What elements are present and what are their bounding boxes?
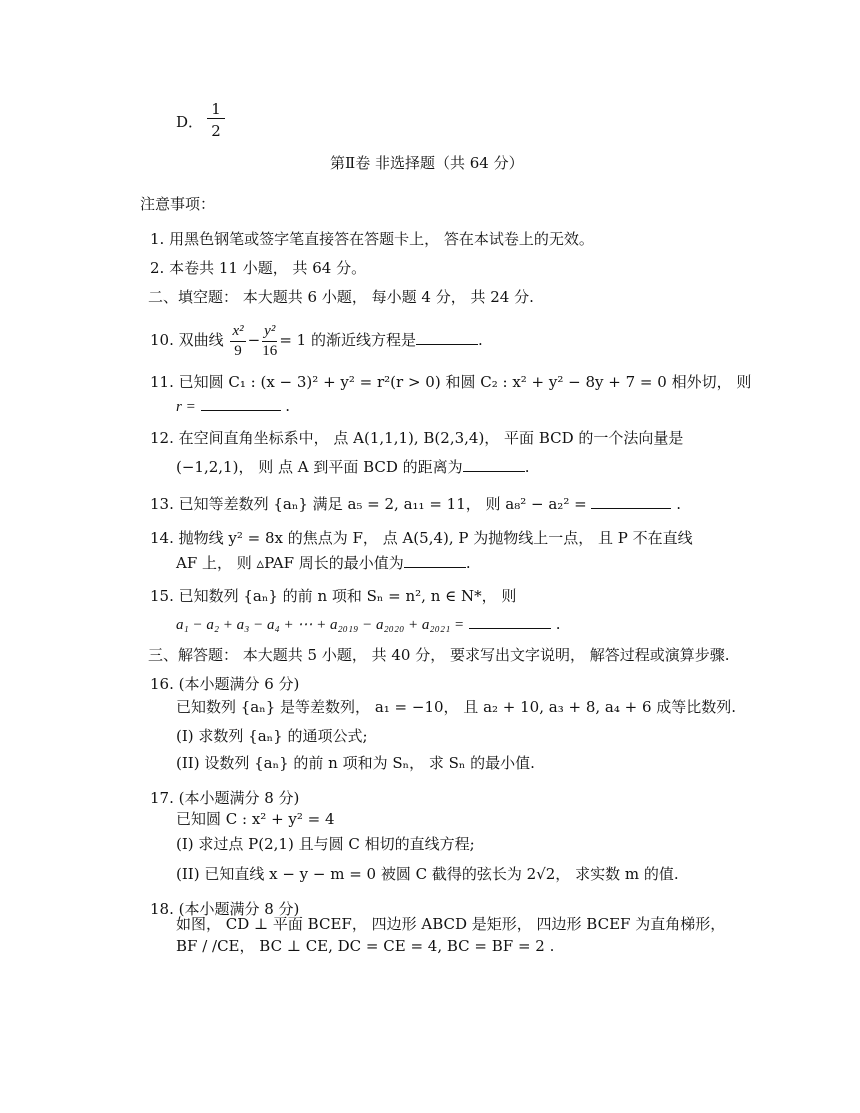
question-17-stem: 已知圆 C : x² + y² = 4 xyxy=(176,810,335,828)
question-11-line-1: 11. 已知圆 C₁ : (x − 3)² + y² = r²(r > 0) 和圆 C₂ : x² + y² − 8y + 7 = 0 相外切， 则 xyxy=(150,373,752,391)
section-title: 第Ⅱ卷 非选择题（共 64 分） xyxy=(330,154,524,172)
question-number: 10. xyxy=(150,331,174,349)
option-d-fraction xyxy=(207,100,225,140)
option-d-label: D． xyxy=(176,113,204,131)
question-16-part-1: (I) 求数列 {aₙ} 的通项公式; xyxy=(176,727,368,745)
answer-section-header: 三、解答题： 本大题共 5 小题， 共 40 分， 要求写出文字说明， 解答过程或演算步骤. xyxy=(148,646,730,664)
question-16-stem: 已知数列 {aₙ} 是等差数列， a₁ = −10， 且 a₂ + 10, a₃ + 8, a₄ + 6 成等比数列. xyxy=(176,698,737,716)
period: . xyxy=(285,397,291,415)
option-d xyxy=(176,112,203,132)
question-18-line-1: 如图， CD ⊥ 平面 BCEF， 四边形 ABCD 是矩形， 四边形 BCEF 为直角梯形， xyxy=(176,915,726,933)
option-d-numerator: 1 xyxy=(207,100,225,119)
note-2: 2. 本卷共 11 小题， 共 64 分。 xyxy=(150,259,367,277)
question-18-line-2: BF / /CE， BC ⊥ CE, DC = CE = 4, BC = BF = 2 . xyxy=(176,937,555,955)
fraction-numerator: y² xyxy=(262,324,277,342)
fraction-y2-16 xyxy=(262,324,277,359)
answer-blank[interactable] xyxy=(463,457,525,472)
period: . xyxy=(676,495,682,513)
answer-blank[interactable] xyxy=(591,494,671,509)
option-d-denominator: 2 xyxy=(211,122,221,140)
fraction-x2-9 xyxy=(230,324,245,359)
question-15-line-1: 15. 已知数列 {aₙ} 的前 n 项和 Sₙ = n², n ∈ N*， 则 xyxy=(150,587,517,605)
question-text: 双曲线 xyxy=(178,331,224,349)
minus-sign: − xyxy=(247,331,261,349)
question-text: AF 上， 则 ▵PAF 周长的最小值为 xyxy=(176,554,404,572)
question-14-line-1: 14. 抛物线 y² = 8x 的焦点为 F， 点 A(5,4), P 为抛物线上一点， 且 P 不在直线 xyxy=(150,529,693,547)
question-12-line-1: 12. 在空间直角坐标系中， 点 A(1,1,1), B(2,3,4)， 平面 BCD 的一个法向量是 xyxy=(150,429,684,447)
fraction-numerator: x² xyxy=(230,324,245,342)
question-text: (−1,2,1)， 则 点 A 到平面 BCD 的距离为 xyxy=(176,458,463,476)
answer-blank[interactable] xyxy=(416,330,478,345)
equals-one: = 1 xyxy=(279,331,307,349)
question-17-title: 17. (本小题满分 8 分) xyxy=(150,789,300,807)
question-17-part-2: (II) 已知直线 x − y − m = 0 被圆 C 截得的弦长为 2√2， 求实数 m 的值. xyxy=(176,865,679,883)
question-15-line-2 xyxy=(176,614,561,635)
answer-blank[interactable] xyxy=(201,396,281,411)
period: . xyxy=(478,331,483,349)
question-text: r = xyxy=(176,399,196,415)
question-11-line-2 xyxy=(176,396,290,417)
question-17-part-1: (I) 求过点 P(2,1) 且与圆 C 相切的直线方程; xyxy=(176,835,475,853)
question-12-line-2 xyxy=(176,457,529,477)
answer-blank[interactable] xyxy=(404,553,466,568)
question-16-part-2: (II) 设数列 {aₙ} 的前 n 项和为 Sₙ， 求 Sₙ 的最小值. xyxy=(176,754,535,772)
notes-heading: 注意事项： xyxy=(140,195,216,213)
question-text: a₁ − a₂ + a₃ − a₄ + ⋯ + a₂₀₁₉ − a₂₀₂₀ + a₂₀₂₁ = xyxy=(176,617,465,633)
question-16-title: 16. (本小题满分 6 分) xyxy=(150,675,300,693)
fraction-denominator: 16 xyxy=(262,342,278,359)
question-10 xyxy=(150,318,483,362)
note-1: 1. 用黑色钢笔或签字笔直接答在答题卡上， 答在本试卷上的无效。 xyxy=(150,230,594,248)
question-13 xyxy=(150,494,681,514)
answer-blank[interactable] xyxy=(469,614,551,629)
question-18-title: 18. (本小题满分 8 分) xyxy=(150,900,300,918)
question-14-line-2 xyxy=(176,553,471,573)
fraction-denominator: 9 xyxy=(234,342,242,359)
fill-in-section-header: 二、填空题： 本大题共 6 小题， 每小题 4 分， 共 24 分. xyxy=(148,288,534,306)
question-text: 的渐近线方程是 xyxy=(311,331,417,349)
period: . xyxy=(524,458,530,476)
question-text: 13. 已知等差数列 {aₙ} 满足 a₅ = 2, a₁₁ = 11， 则 a₈² − a₂² = xyxy=(150,495,587,513)
period: . xyxy=(465,554,471,572)
period: . xyxy=(555,615,561,633)
